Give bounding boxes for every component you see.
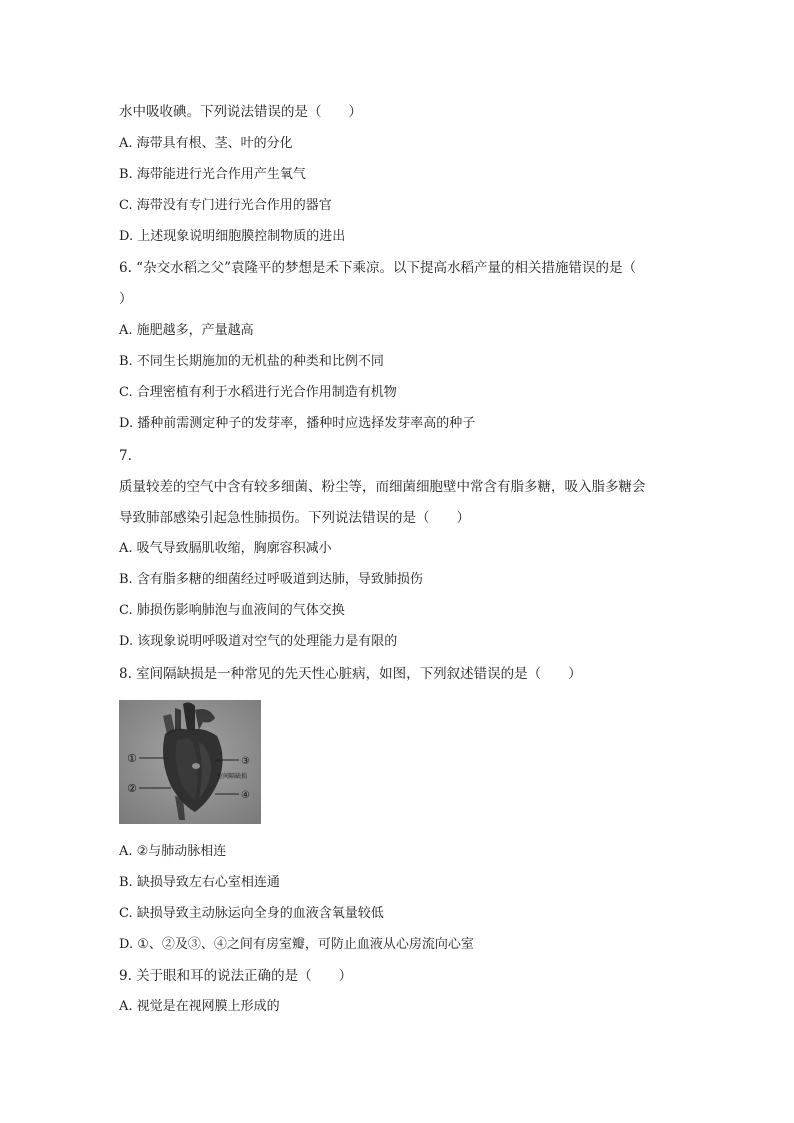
q6-option-d: D. 播种前需测定种子的发芽率，播种时应选择发芽率高的种子 <box>119 416 476 431</box>
heart-diagram-svg <box>119 700 261 824</box>
q5-option-a: A. 海带具有根、茎、叶的分化 <box>119 136 293 151</box>
q5-option-c: C. 海带没有专门进行光合作用的器官 <box>119 198 332 213</box>
q8-stem: 8. 室间隔缺损是一种常见的先天性心脏病，如图，下列叙述错误的是（ ） <box>119 666 582 682</box>
figure-label-2: ② <box>127 782 137 795</box>
q6-stem-line1: 6. “杂交水稻之父”袁隆平的梦想是禾下乘凉。以下提高水稻产量的相关措施错误的是（ <box>119 260 636 276</box>
q7-stem-line1: 质量较差的空气中含有较多细菌、粉尘等，而细菌细胞壁中常含有脂多糖，吸入脂多糖会 <box>119 479 646 495</box>
heart-diagram-image <box>119 700 261 824</box>
q6-stem-line2: ） <box>119 291 133 307</box>
q7-option-b: B. 含有脂多糖的细菌经过呼吸道到达肺，导致肺损伤 <box>119 572 423 587</box>
figure-label-4: ④ <box>241 790 250 801</box>
q7-option-c: C. 肺损伤影响肺泡与血液间的气体交换 <box>119 603 345 618</box>
q5-option-b: B. 海带能进行光合作用产生氧气 <box>119 167 306 182</box>
q6-option-c: C. 合理密植有利于水稻进行光合作用制造有机物 <box>119 385 397 400</box>
q7-option-a: A. 吸气导致膈肌收缩，胸廓容积减小 <box>119 541 332 556</box>
q6-option-b: B. 不同生长期施加的无机盐的种类和比例不同 <box>119 354 384 369</box>
q8-option-a: A. ②与肺动脉相连 <box>119 844 227 859</box>
q8-option-c: C. 缺损导致主动脉运向全身的血液含氧量较低 <box>119 906 384 921</box>
q6-option-a: A. 施肥越多，产量越高 <box>119 323 254 338</box>
q8-option-b: B. 缺损导致左右心室相连通 <box>119 875 280 890</box>
q9-option-a: A. 视觉是在视网膜上形成的 <box>119 999 280 1014</box>
q5-stem-end: 水中吸收碘。下列说法错误的是（ ） <box>119 104 362 120</box>
figure-label-3: ③ <box>241 756 250 767</box>
q8-option-d: D. ①、②及③、④之间有房室瓣，可防止血液从心房流向心室 <box>119 937 474 952</box>
q9-stem: 9. 关于眼和耳的说法正确的是（ ） <box>119 968 353 984</box>
q7-number: 7. <box>119 448 132 464</box>
figure-caption-defect: 室间隔缺损 <box>217 773 248 780</box>
figure-label-1: ① <box>127 752 137 765</box>
q7-stem-line2: 导致肺部感染引起急性肺损伤。下列说法错误的是（ ） <box>119 510 470 526</box>
q7-option-d: D. 该现象说明呼吸道对空气的处理能力是有限的 <box>119 634 398 649</box>
q5-option-d: D. 上述现象说明细胞膜控制物质的进出 <box>119 229 346 244</box>
